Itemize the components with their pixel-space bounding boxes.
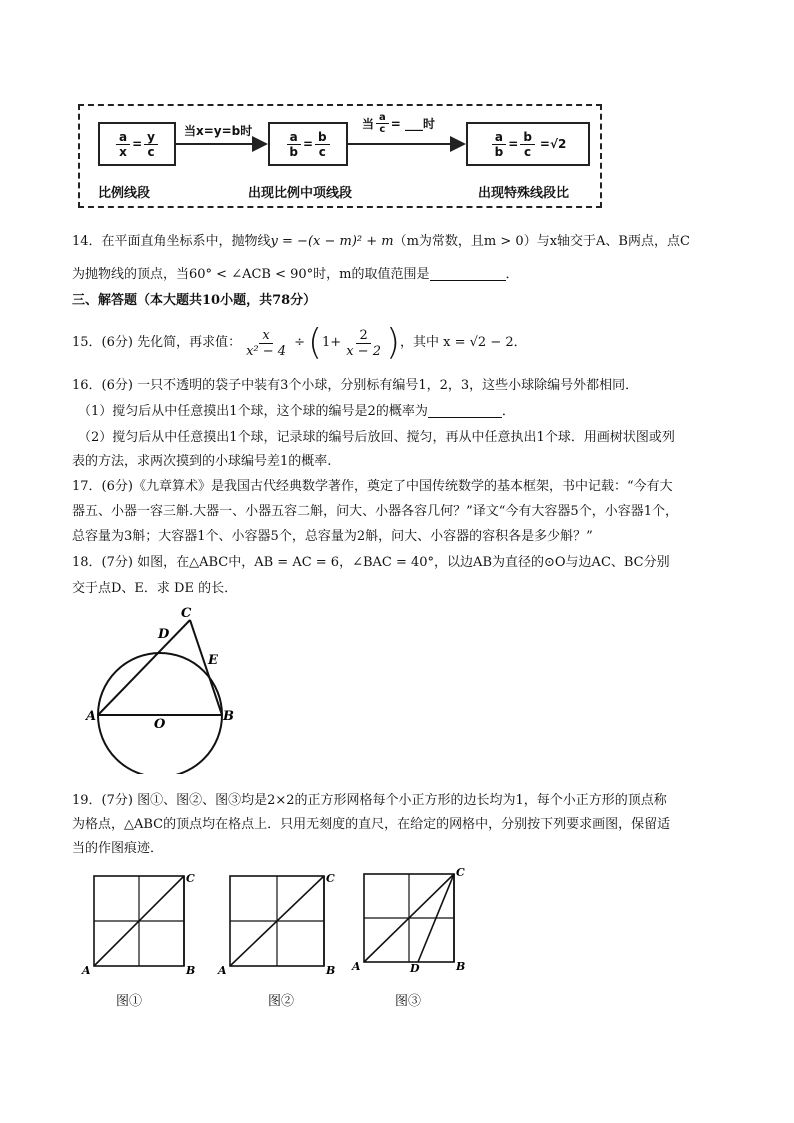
q15-line: 15．(6分) 先化简，再求值： $\frac{x}{\text{x² − 4}}$ ÷ ( 1+ $\frac{2}{x - 2}$ ) ，其中 x = √2 − 2． [72, 322, 527, 363]
flow-condition-1: 当x=y=b时 [184, 124, 253, 138]
grid-caption-1: 图① [116, 994, 143, 1009]
q18-line-2: 交于点D、E．求 DE 的长． [72, 581, 238, 596]
svg-text:D: D [410, 962, 420, 974]
q14-line-2: 为抛物线的顶点，当60° < ∠ACB < 90°时，m的取值范围是 ． [72, 267, 519, 282]
flow-box-proportion: $\frac{a}{x}$ = $\frac{y}{c}$ [98, 122, 176, 166]
q16-answer-blank[interactable] [428, 403, 502, 418]
grid-figure-2 [216, 866, 340, 978]
label-c: C [181, 606, 192, 621]
svg-text:A: A [352, 960, 361, 973]
q16-stem: 16．(6分) 一只不透明的袋子中装有3个小球，分别标有编号1，2，3，这些小球除编号外都相同． [72, 378, 639, 393]
q16-part-2-line-1: （2）搅匀后从中任意摸出1个球，记录球的编号后放回、搅匀，再从中任意执出1个球．用画树状图或列 [78, 430, 675, 445]
flow-caption-2: 出现比例中项线段 [248, 186, 353, 201]
q19-line-1: 19．(7分) 图①、图②、图③均是2×2的正方形网格每个小正方形的边长均为1，每个小正方形的顶点称 [72, 793, 667, 808]
q19-line-3: 当的作图痕迹． [72, 841, 164, 856]
label-a: A [86, 709, 97, 724]
q18-line-1: 18．(7分) 如图，在△ABC中，AB = AC = 6，∠BAC = 40°，以边AB为直径的⊙O与边AC、BC分别 [72, 555, 670, 570]
svg-text:B: B [186, 964, 196, 977]
flow-caption-3: 出现特殊线段比 [478, 186, 570, 201]
flow-box-special: $\frac{a}{b}$ = $\frac{b}{c}$ =√2 [466, 122, 590, 166]
flow-box-mean: $\frac{a}{b}$ = $\frac{b}{c}$ [268, 122, 348, 166]
q14-answer-blank[interactable] [430, 266, 506, 281]
grid-figure-3 [350, 862, 476, 974]
grid-figure-1 [80, 866, 200, 978]
grid-caption-3: 图③ [395, 994, 422, 1009]
svg-text:C: C [326, 872, 335, 885]
flow-diagram [78, 104, 602, 208]
q17-line-2: 器五、小器一容三斛.大器一、小器五容二斛，问大、小器各容几何？”译文“今有大容器5个，小容器1个， [72, 504, 678, 519]
q17-line-3: 总容量为3斛；大容器1个、小容器5个，总容量为2斛，问大、小容器的容积各是多少斛？” [72, 529, 593, 544]
circle-figure [78, 604, 248, 774]
q17-line-1: 17．(6分)《九章算术》是我国古代经典数学著作，奠定了中国传统数学的基本框架，书中记载：“今有大 [72, 479, 673, 494]
svg-text:A: A [218, 964, 227, 977]
svg-text:C: C [456, 866, 465, 879]
svg-text:B: B [326, 964, 336, 977]
grid-caption-2: 图② [268, 994, 295, 1009]
circle-o [98, 653, 222, 774]
section-3-heading: 三、解答题（本大题共10小题，共78分） [72, 293, 317, 308]
svg-text:C: C [186, 872, 195, 885]
q16-part-2-line-2: 表的方法，求两次摸到的小球编号差1的概率. [72, 454, 332, 469]
flow-caption-1: 比例线段 [98, 186, 151, 201]
q16-part-1: （1）搅匀后从中任意摸出1个球，这个球的编号是2的概率为 ． [78, 404, 515, 419]
svg-text:A: A [82, 964, 91, 977]
segment-ac [98, 620, 190, 715]
q19-line-2: 为格点，△ABC的顶点均在格点上．只用无刻度的直尺，在给定的网格中，分别按下列要求画图，保留适 [72, 817, 671, 832]
label-d: D [158, 627, 170, 642]
label-e: E [208, 653, 218, 668]
q14-line-1: 14．在平面直角坐标系中，抛物线y = −(x − m)² + m（m为常数，且m > 0）与x轴交于A、B两点，点C [72, 234, 690, 249]
label-o: O [154, 717, 166, 732]
svg-text:B: B [456, 960, 466, 973]
flow-condition-2: 当 $\frac{a}{c}$ = ___时 [362, 112, 435, 135]
label-b: B [223, 709, 234, 724]
